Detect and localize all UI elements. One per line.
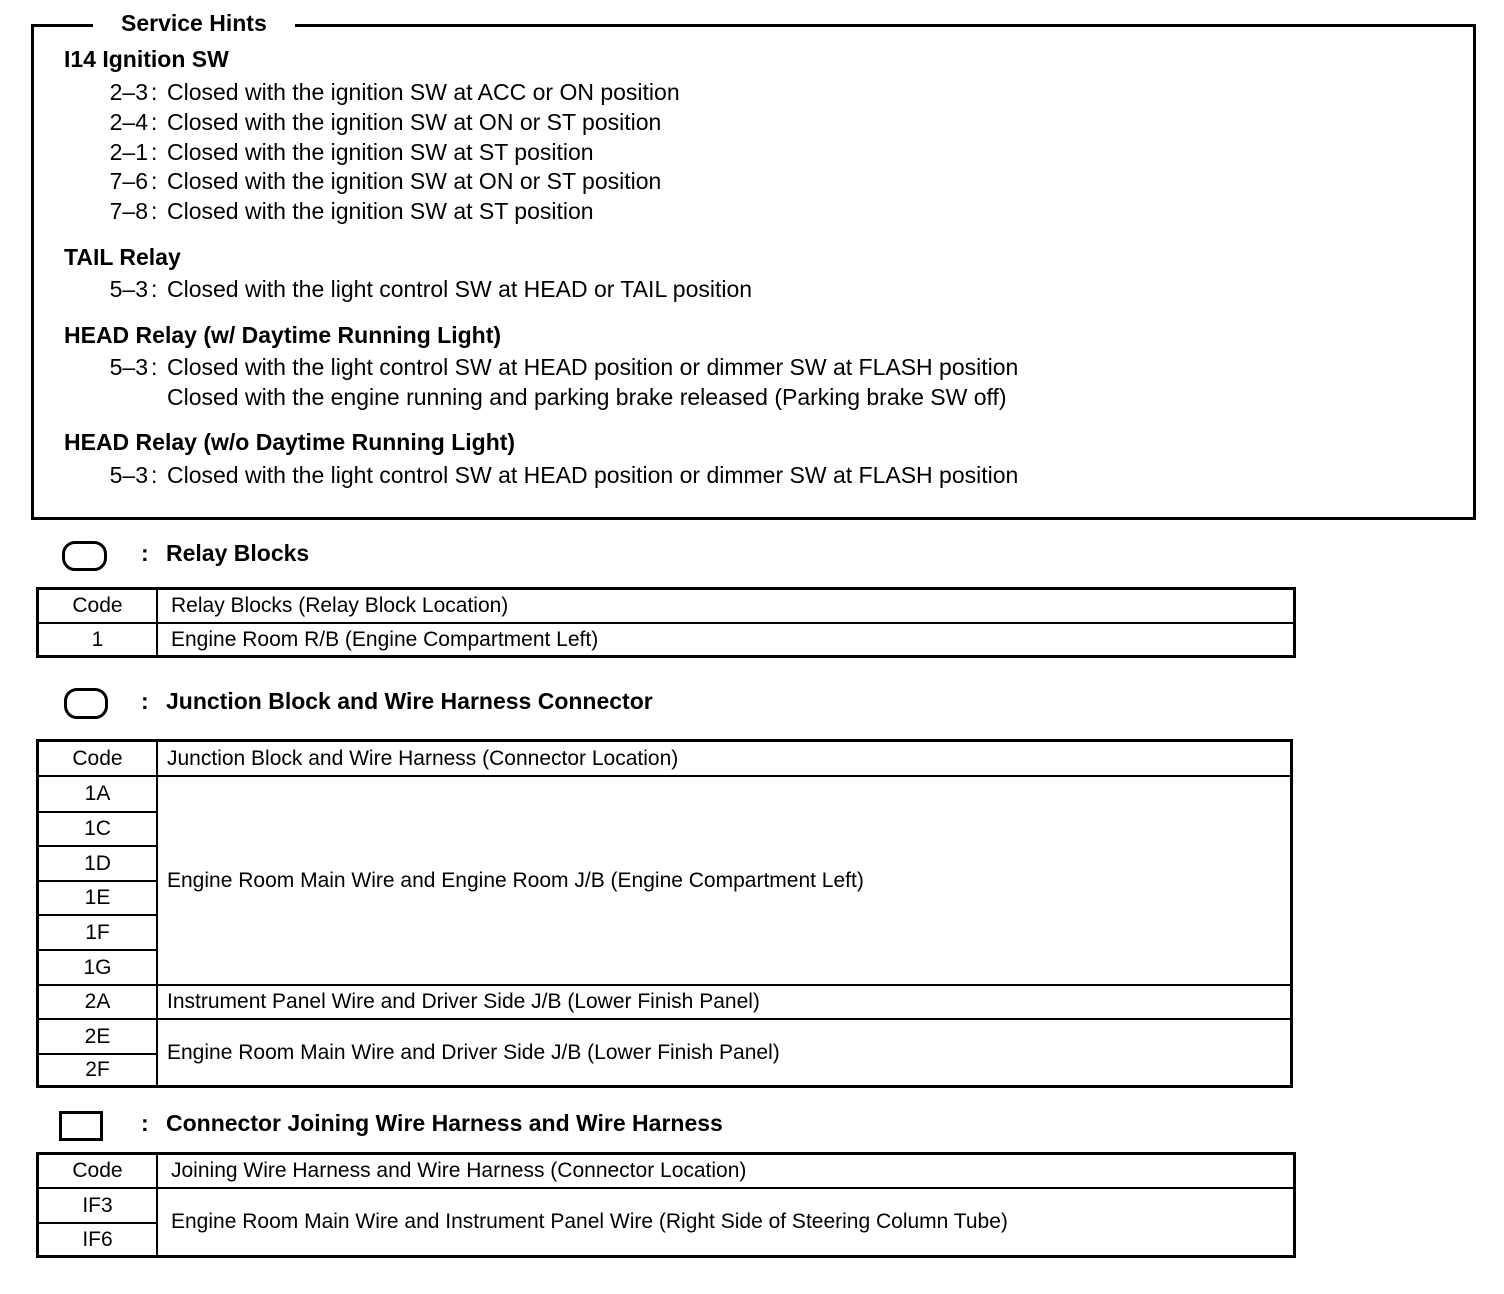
- table-header-code: Code: [72, 1159, 123, 1182]
- hint-section-title: TAIL Relay: [64, 244, 181, 270]
- hint-text: Closed with the ignition SW at ST position: [167, 198, 594, 224]
- hint-section-title: I14 Ignition SW: [64, 46, 229, 72]
- table-cell-code: IF6: [82, 1227, 113, 1251]
- junction-block-symbol-icon: [64, 688, 108, 719]
- relay-blocks-legend: [0, 538, 800, 578]
- connector-symbol-icon: [59, 1111, 103, 1141]
- hint-colon: :: [151, 168, 158, 194]
- hint-colon: :: [151, 139, 158, 165]
- table-cell-code: 1A: [84, 782, 111, 805]
- table-cell-code: 2F: [85, 1058, 110, 1081]
- hint-pins: 5–3: [109, 462, 148, 488]
- hint-colon: :: [151, 198, 158, 224]
- table-cell-code: 1D: [84, 851, 111, 875]
- table-header-code: Code: [72, 594, 123, 617]
- relay-block-symbol-icon: [62, 541, 107, 571]
- legend-title: Junction Block and Wire Harness Connector: [166, 688, 653, 714]
- hint-text: Closed with the engine running and parking brake released (Parking brake SW off): [167, 384, 1007, 410]
- hint-text: Closed with the light control SW at HEAD position or dimmer SW at FLASH position: [167, 354, 1019, 380]
- hint-text: Closed with the ignition SW at ON or ST position: [167, 168, 662, 194]
- table-header-desc: Junction Block and Wire Harness (Connector Location): [167, 746, 679, 770]
- hint-text: Closed with the ignition SW at ACC or ON position: [167, 79, 680, 105]
- hint-text: Closed with the ignition SW at ST position: [167, 139, 594, 165]
- legend-title: Connector Joining Wire Harness and Wire Harness: [166, 1110, 723, 1136]
- junction-blocks-table: [36, 739, 1293, 1088]
- table-header-code: Code: [72, 746, 123, 770]
- table-cell-desc: Engine Room R/B (Engine Compartment Left): [171, 627, 599, 651]
- legend-colon: :: [141, 688, 149, 714]
- connectors-table: [36, 1152, 1296, 1258]
- table-header-desc: Relay Blocks (Relay Block Location): [171, 594, 509, 617]
- table-cell-desc: Engine Room Main Wire and Driver Side J/B (Lower Finish Panel): [167, 1040, 780, 1064]
- service-hints-title: Service Hints: [93, 7, 295, 39]
- connectors-legend: [0, 1108, 800, 1148]
- hint-text: Closed with the light control SW at HEAD position or dimmer SW at FLASH position: [167, 462, 1019, 488]
- junction-blocks-legend: [0, 686, 800, 726]
- table-cell-code: 1: [91, 627, 104, 651]
- hint-section-title: HEAD Relay (w/ Daytime Running Light): [64, 322, 502, 348]
- hint-pins: 2–1: [109, 139, 148, 165]
- hint-pins: 5–3: [109, 276, 148, 302]
- legend-colon: :: [141, 1110, 149, 1136]
- table-cell-code: 1C: [84, 817, 111, 840]
- hint-colon: :: [151, 79, 158, 105]
- hint-colon: :: [151, 462, 158, 488]
- hint-text: Closed with the ignition SW at ON or ST position: [167, 109, 662, 135]
- hint-colon: :: [151, 276, 158, 302]
- hint-colon: :: [151, 109, 158, 135]
- table-cell-desc: Instrument Panel Wire and Driver Side J/B (Lower Finish Panel): [167, 990, 760, 1013]
- hint-pins: 2–3: [109, 79, 148, 105]
- legend-colon: :: [141, 540, 149, 566]
- hint-text: Closed with the light control SW at HEAD or TAIL position: [167, 276, 753, 302]
- table-header-desc: Joining Wire Harness and Wire Harness (Connector Location): [171, 1159, 747, 1182]
- hint-pins: 7–6: [109, 168, 148, 194]
- table-cell-code: 1E: [84, 886, 111, 909]
- relay-blocks-table: [36, 587, 1296, 658]
- table-cell-code: 1F: [85, 920, 110, 944]
- table-cell-code: 2A: [84, 990, 111, 1013]
- hint-colon: :: [151, 354, 158, 380]
- table-cell-code: 1G: [83, 955, 112, 979]
- hint-pins: 7–8: [109, 198, 148, 224]
- hint-section-title: HEAD Relay (w/o Daytime Running Light): [64, 429, 516, 455]
- hint-pins: 5–3: [109, 354, 148, 380]
- hint-pins: 2–4: [109, 109, 148, 135]
- legend-title: Relay Blocks: [166, 540, 310, 566]
- table-cell-code: IF3: [82, 1193, 113, 1217]
- table-cell-desc: Engine Room Main Wire and Instrument Panel Wire (Right Side of Steering Column Tube): [171, 1210, 1008, 1233]
- table-cell-code: 2E: [84, 1024, 111, 1048]
- table-cell-desc: Engine Room Main Wire and Engine Room J/B (Engine Compartment Left): [167, 868, 864, 892]
